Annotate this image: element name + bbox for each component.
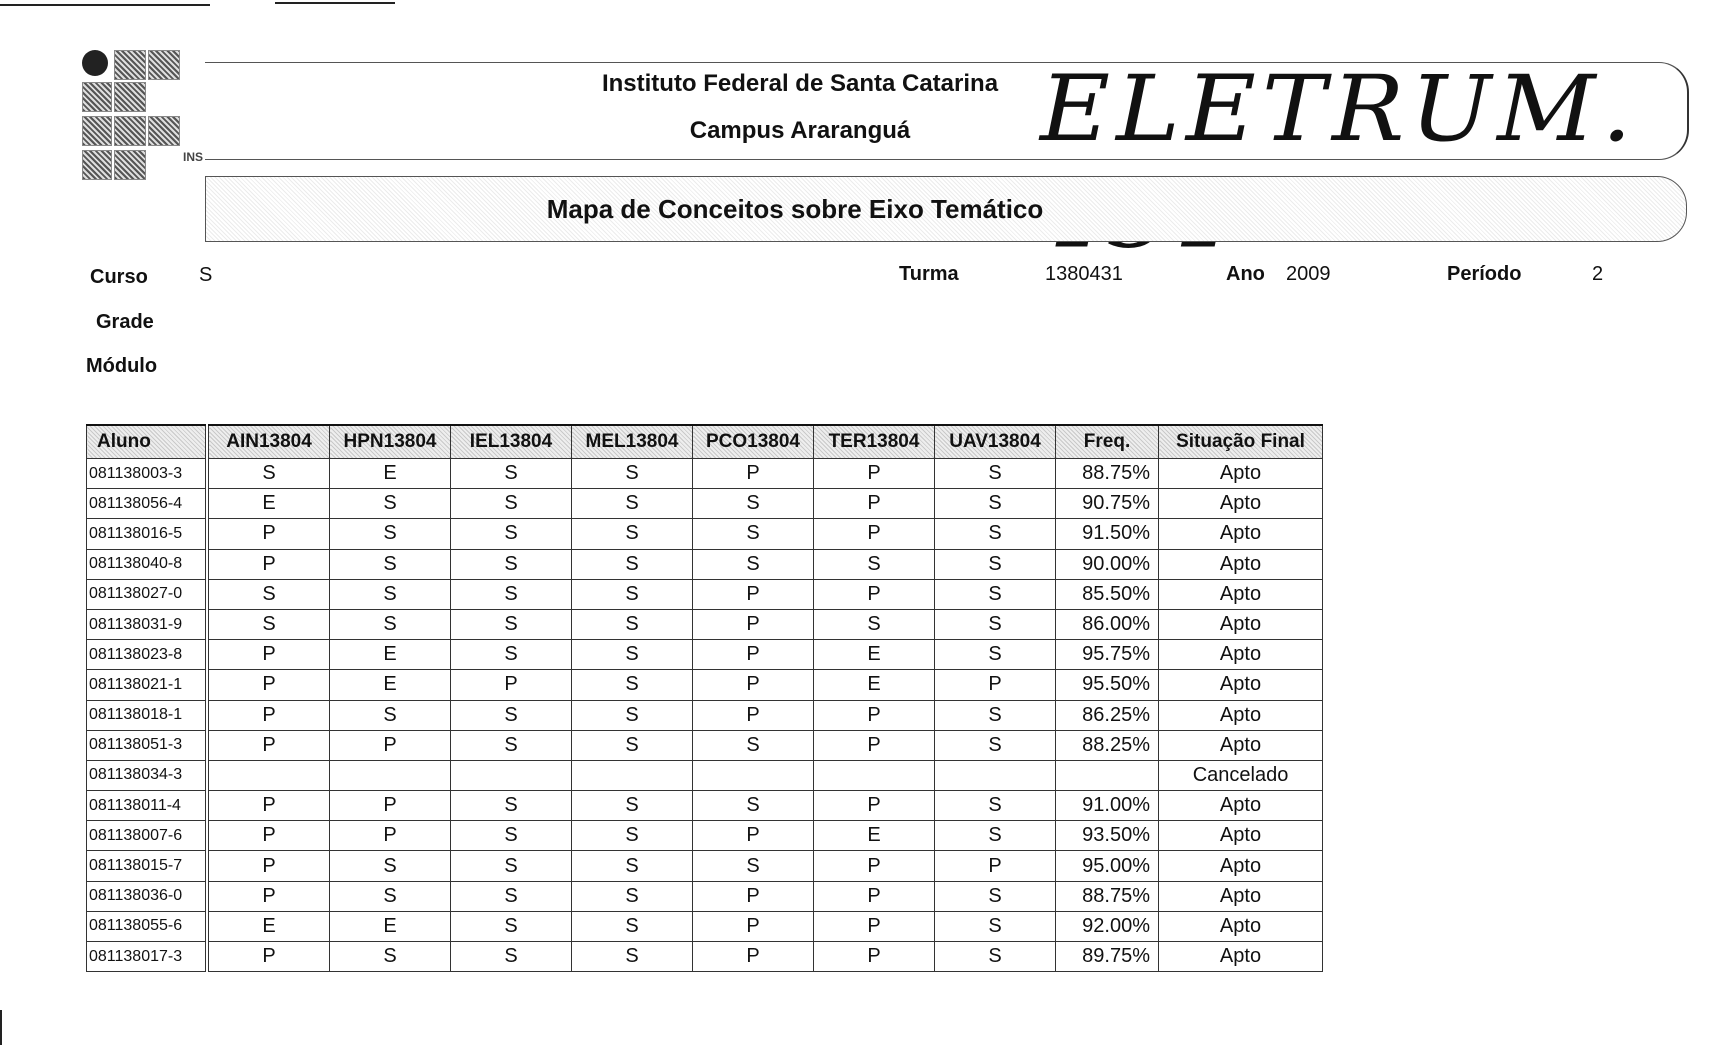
final-status-cell: Cancelado	[1159, 760, 1323, 790]
grade-cell	[935, 760, 1056, 790]
grade-cell: S	[572, 489, 693, 519]
grade-cell: S	[330, 942, 451, 972]
column-header: Freq.	[1056, 425, 1159, 459]
table-row	[87, 700, 1323, 730]
student-id-cell: 081138034-3	[87, 760, 206, 790]
grade-cell: P	[693, 640, 814, 670]
grade-cell: P	[693, 670, 814, 700]
grade-cell: E	[330, 911, 451, 941]
header-row	[87, 425, 1323, 459]
grade-cell: S	[330, 519, 451, 549]
grade-cell: P	[209, 700, 330, 730]
periodo-value: 2	[1592, 263, 1604, 285]
table-row	[87, 640, 1323, 670]
frequency-cell: 91.00%	[1056, 791, 1159, 821]
grade-cell: S	[572, 821, 693, 851]
scan-artifact-line	[275, 2, 395, 4]
grade-cell: S	[451, 549, 572, 579]
student-id-cell: 081138051-3	[87, 730, 206, 760]
grade-cell: P	[814, 911, 935, 941]
grade-cell: E	[814, 821, 935, 851]
grade-cell: P	[209, 851, 330, 881]
frequency-cell: 90.00%	[1056, 549, 1159, 579]
grade-cell: P	[935, 670, 1056, 700]
frequency-cell: 86.00%	[1056, 609, 1159, 639]
grade-cell: E	[814, 670, 935, 700]
grade-cell: S	[451, 821, 572, 851]
frequency-cell: 92.00%	[1056, 911, 1159, 941]
table-row	[87, 881, 1323, 911]
grade-cell: E	[814, 640, 935, 670]
grade-cell: S	[935, 881, 1056, 911]
frequency-cell: 89.75%	[1056, 942, 1159, 972]
student-id-cell: 081138036-0	[87, 881, 206, 911]
student-id-cell: 081138056-4	[87, 489, 206, 519]
grade-cell: E	[209, 489, 330, 519]
grade-cell: S	[572, 459, 693, 489]
grade-cell: S	[330, 700, 451, 730]
grade-cell: S	[330, 851, 451, 881]
student-id-cell: 081138040-8	[87, 549, 206, 579]
final-status-cell: Apto	[1159, 791, 1323, 821]
final-status-cell: Apto	[1159, 911, 1323, 941]
final-status-cell: Apto	[1159, 942, 1323, 972]
frequency-cell: 95.75%	[1056, 640, 1159, 670]
grade-cell: P	[209, 942, 330, 972]
table-row	[87, 609, 1323, 639]
final-status-cell: Apto	[1159, 700, 1323, 730]
turma-label: Turma	[899, 263, 959, 285]
grade-cell: P	[693, 911, 814, 941]
student-id-cell: 081138027-0	[87, 579, 206, 609]
grade-cell: S	[330, 881, 451, 911]
grade-cell: S	[330, 549, 451, 579]
grade-cell: S	[451, 851, 572, 881]
grade-cell: S	[572, 609, 693, 639]
grade-cell: S	[814, 609, 935, 639]
final-status-cell: Apto	[1159, 881, 1323, 911]
grade-cell: P	[209, 670, 330, 700]
grade-cell: S	[935, 579, 1056, 609]
grade-cell: P	[693, 459, 814, 489]
grade-cell: S	[935, 911, 1056, 941]
student-id-cell: 081138031-9	[87, 609, 206, 639]
grade-cell	[693, 760, 814, 790]
grade-cell: S	[935, 730, 1056, 760]
grade-cell: S	[572, 670, 693, 700]
grade-cell: P	[209, 791, 330, 821]
frequency-cell: 95.00%	[1056, 851, 1159, 881]
final-status-cell: Apto	[1159, 459, 1323, 489]
grade-cell: P	[330, 791, 451, 821]
grade-cell: P	[814, 851, 935, 881]
student-id-cell: 081138021-1	[87, 670, 206, 700]
grade-cell: P	[814, 459, 935, 489]
institution-name: Instituto Federal de Santa Catarina	[601, 70, 999, 97]
frequency-cell: 88.75%	[1056, 881, 1159, 911]
grade-cell: S	[451, 609, 572, 639]
table-row	[87, 519, 1323, 549]
grade-cell: S	[693, 730, 814, 760]
column-header: Situação Final	[1159, 425, 1323, 459]
table-row	[87, 821, 1323, 851]
grade-cell: P	[814, 700, 935, 730]
table-row	[87, 911, 1323, 941]
grade-cell: P	[451, 670, 572, 700]
grade-cell	[451, 760, 572, 790]
grade-cell: S	[693, 791, 814, 821]
student-id-cell: 081138023-8	[87, 640, 206, 670]
table-row	[87, 791, 1323, 821]
grade-cell: P	[693, 821, 814, 851]
grade-cell: P	[693, 942, 814, 972]
grade-cell: S	[935, 640, 1056, 670]
modulo-label: Módulo	[86, 355, 158, 377]
grade-cell: P	[814, 881, 935, 911]
grade-cell: P	[814, 489, 935, 519]
grade-cell: S	[451, 911, 572, 941]
grade-cell: S	[935, 700, 1056, 730]
grade-cell: S	[935, 489, 1056, 519]
grade-cell: E	[330, 670, 451, 700]
grade-cell: P	[814, 791, 935, 821]
grade-cell: P	[209, 519, 330, 549]
grade-cell: S	[935, 942, 1056, 972]
grade-cell: S	[451, 640, 572, 670]
grade-cell: S	[572, 881, 693, 911]
grade-cell: S	[451, 489, 572, 519]
grade-cell: S	[693, 549, 814, 579]
grade-cell: P	[209, 881, 330, 911]
student-id-cell: 081138018-1	[87, 700, 206, 730]
grade-cell: S	[451, 881, 572, 911]
column-header: Aluno	[87, 425, 206, 459]
grade-cell: E	[330, 459, 451, 489]
grade-cell: S	[572, 579, 693, 609]
student-id-cell: 081138007-6	[87, 821, 206, 851]
final-status-cell: Apto	[1159, 609, 1323, 639]
table-row	[87, 489, 1323, 519]
final-status-cell: Apto	[1159, 821, 1323, 851]
grade-cell: P	[693, 579, 814, 609]
column-header: HPN13804	[330, 425, 451, 459]
final-status-cell: Apto	[1159, 549, 1323, 579]
grade-cell: S	[330, 489, 451, 519]
frequency-cell: 95.50%	[1056, 670, 1159, 700]
column-header: AIN13804	[209, 425, 330, 459]
grade-cell: S	[209, 459, 330, 489]
periodo-label: Período	[1447, 263, 1522, 285]
final-status-cell: Apto	[1159, 519, 1323, 549]
grade-cell: S	[451, 579, 572, 609]
frequency-cell: 85.50%	[1056, 579, 1159, 609]
grade-cell: S	[451, 459, 572, 489]
grade-cell: P	[693, 700, 814, 730]
grade-cell: S	[330, 609, 451, 639]
grade-cell: S	[572, 640, 693, 670]
grade-cell: S	[451, 730, 572, 760]
grade-cell: S	[572, 791, 693, 821]
grade-cell: P	[209, 640, 330, 670]
final-status-cell: Apto	[1159, 579, 1323, 609]
frequency-cell: 88.75%	[1056, 459, 1159, 489]
column-header: MEL13804	[572, 425, 693, 459]
grade-cell: S	[693, 489, 814, 519]
grade-cell: S	[814, 549, 935, 579]
table-row	[87, 579, 1323, 609]
final-status-cell: Apto	[1159, 489, 1323, 519]
grade-cell: S	[572, 730, 693, 760]
grade-cell: P	[814, 579, 935, 609]
curso-value: S	[199, 264, 213, 286]
campus-name: Campus Araranguá	[689, 117, 911, 144]
scan-artifact-line	[0, 4, 210, 6]
grade-cell: S	[451, 519, 572, 549]
grade-cell: S	[572, 519, 693, 549]
frequency-cell: 86.25%	[1056, 700, 1159, 730]
scan-artifact-line	[0, 1010, 2, 1045]
frequency-cell	[1056, 760, 1159, 790]
logo-text: INS	[183, 150, 204, 164]
grade-cell: S	[451, 700, 572, 730]
grade-cell: P	[814, 519, 935, 549]
grade-cell: P	[209, 730, 330, 760]
grade-cell: S	[209, 609, 330, 639]
final-status-cell: Apto	[1159, 730, 1323, 760]
grade-cell: P	[814, 942, 935, 972]
grade-cell: S	[572, 549, 693, 579]
grade-cell: P	[209, 821, 330, 851]
grade-cell	[814, 760, 935, 790]
column-header: PCO13804	[693, 425, 814, 459]
grade-cell: P	[693, 881, 814, 911]
grade-cell	[572, 760, 693, 790]
table-row	[87, 459, 1323, 489]
grade-cell: S	[572, 851, 693, 881]
grade-cell: S	[935, 519, 1056, 549]
handwritten-note: ELETRUM.	[1040, 55, 1638, 162]
grade-cell: S	[572, 700, 693, 730]
student-id-cell: 081138015-7	[87, 851, 206, 881]
frequency-cell: 88.25%	[1056, 730, 1159, 760]
frequency-cell: 90.75%	[1056, 489, 1159, 519]
grade-cell: P	[330, 730, 451, 760]
table-row	[87, 760, 1323, 790]
final-status-cell: Apto	[1159, 670, 1323, 700]
grade-cell	[209, 760, 330, 790]
grade-cell: S	[209, 579, 330, 609]
grade-cell: P	[209, 549, 330, 579]
ano-value: 2009	[1286, 263, 1331, 285]
grade-cell: E	[209, 911, 330, 941]
column-header: UAV13804	[935, 425, 1056, 459]
grade-cell: S	[572, 942, 693, 972]
curso-label: Curso	[90, 266, 148, 288]
student-id-cell: 081138003-3	[87, 459, 206, 489]
grade-cell: S	[935, 791, 1056, 821]
column-header: IEL13804	[451, 425, 572, 459]
grade-cell: P	[935, 851, 1056, 881]
table-row	[87, 851, 1323, 881]
grade-cell: P	[814, 730, 935, 760]
page-title: Mapa de Conceitos sobre Eixo Temático	[546, 194, 1044, 224]
grade-cell: S	[935, 609, 1056, 639]
column-header: TER13804	[814, 425, 935, 459]
grade-cell: S	[935, 459, 1056, 489]
grade-cell: S	[451, 791, 572, 821]
concepts-table	[86, 424, 1323, 972]
table-row	[87, 942, 1323, 972]
grade-cell: S	[935, 549, 1056, 579]
student-id-cell: 081138017-3	[87, 942, 206, 972]
table-row	[87, 549, 1323, 579]
grade-cell: S	[572, 911, 693, 941]
table-row	[87, 730, 1323, 760]
grade-cell: E	[330, 640, 451, 670]
grade-cell: S	[330, 579, 451, 609]
turma-value: 1380431	[1045, 263, 1123, 285]
grade-cell: S	[935, 821, 1056, 851]
table-row	[87, 670, 1323, 700]
frequency-cell: 93.50%	[1056, 821, 1159, 851]
student-id-cell: 081138016-5	[87, 519, 206, 549]
grade-cell: P	[693, 609, 814, 639]
frequency-cell: 91.50%	[1056, 519, 1159, 549]
grade-cell: P	[330, 821, 451, 851]
student-id-cell: 081138011-4	[87, 791, 206, 821]
grade-cell	[330, 760, 451, 790]
ano-label: Ano	[1226, 263, 1265, 285]
grade-cell: S	[693, 519, 814, 549]
grade-cell: S	[451, 942, 572, 972]
grade-cell: S	[693, 851, 814, 881]
final-status-cell: Apto	[1159, 851, 1323, 881]
institution-logo	[80, 48, 180, 183]
student-id-cell: 081138055-6	[87, 911, 206, 941]
grade-label: Grade	[96, 311, 154, 333]
final-status-cell: Apto	[1159, 640, 1323, 670]
